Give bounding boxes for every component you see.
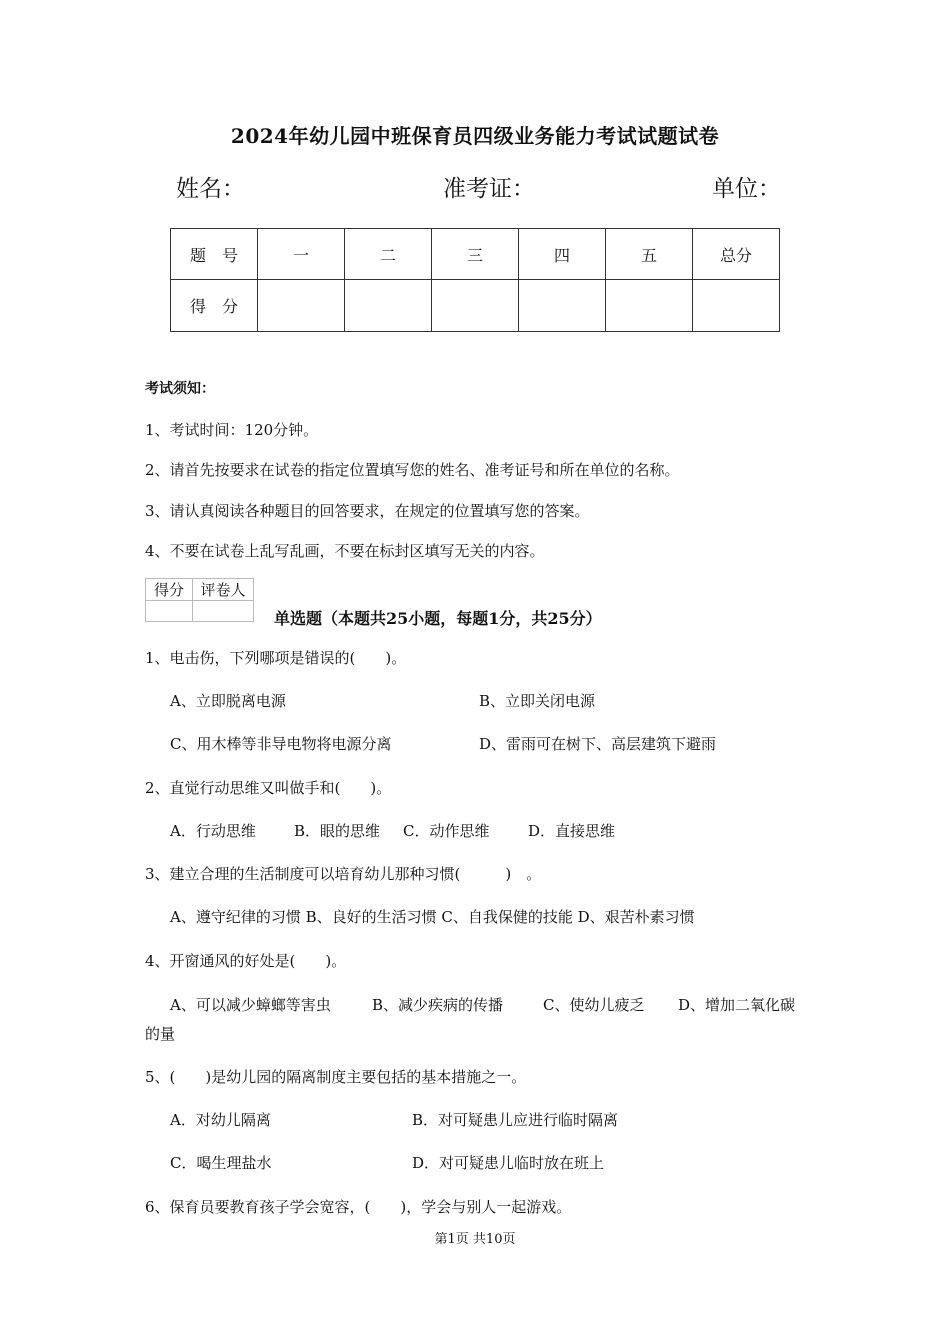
question-2-option-c: C．动作思维 — [403, 822, 490, 840]
grader-name-cell[interactable] — [193, 601, 254, 622]
question-4-stem: 4、开窗通风的好处是( )。 — [145, 952, 347, 970]
score-table-header-row — [171, 229, 780, 280]
question-2-stem: 2、直觉行动思维又叫做手和( )。 — [145, 779, 392, 797]
notice-item: 4、不要在试卷上乱写乱画，不要在标封区填写无关的内容。 — [145, 542, 545, 560]
grader-name-label: 评卷人 — [193, 579, 254, 601]
score-entry-cell[interactable] — [693, 280, 780, 332]
question-1-option-b: B、立即关闭电源 — [479, 692, 596, 710]
question-5-option-c: C．喝生理盐水 — [170, 1154, 272, 1172]
question-2-option-a: A．行动思维 — [170, 822, 256, 840]
notice-item: 1、考试时间：120分钟。 — [145, 421, 319, 439]
question-4-option-d: D、增加二氧化碳 — [678, 996, 796, 1014]
question-4-option-d-continued: 的量 — [145, 1025, 176, 1043]
score-table-cell: 题 号 — [171, 229, 258, 280]
score-entry-cell[interactable] — [432, 280, 519, 332]
score-entry-cell[interactable] — [519, 280, 606, 332]
section-title: 单选题（本题共25小题，每题1分，共25分） — [274, 609, 602, 628]
question-1-stem: 1、电击伤，下列哪项是错误的( )。 — [145, 649, 407, 667]
name-label: 姓名： — [176, 176, 245, 202]
question-4-option-a: A、可以减少蟑螂等害虫 — [170, 996, 331, 1014]
question-2-option-d: D．直接思维 — [528, 822, 616, 840]
score-table-score-row — [171, 280, 780, 332]
question-4-option-b: B、减少疾病的传播 — [372, 996, 504, 1014]
grader-score-cell[interactable] — [146, 601, 193, 622]
grader-score-label: 得分 — [146, 579, 193, 601]
score-table-cell: 二 — [345, 229, 432, 280]
question-3-options: A、遵守纪律的习惯 B、良好的生活习惯 C、自我保健的技能 D、艰苦朴素习惯 — [170, 908, 695, 926]
grader-box — [145, 578, 254, 622]
question-5-stem: 5、( )是幼儿园的隔离制度主要包括的基本措施之一。 — [145, 1068, 527, 1086]
notice-item: 3、请认真阅读各种题目的回答要求，在规定的位置填写您的答案。 — [145, 502, 590, 520]
question-1-option-d: D、雷雨可在树下、高层建筑下避雨 — [479, 735, 717, 753]
score-table-cell: 总分 — [693, 229, 780, 280]
question-1-option-a: A、立即脱离电源 — [170, 692, 286, 710]
notice-item: 2、请首先按要求在试卷的指定位置填写您的姓名、准考证号和所在单位的名称。 — [145, 461, 680, 479]
score-table-cell: 三 — [432, 229, 519, 280]
page-footer: 第1页 共10页 — [434, 1232, 516, 1247]
exam-id-label: 准考证： — [443, 176, 535, 202]
score-entry-cell[interactable] — [258, 280, 345, 332]
question-5-option-a: A．对幼儿隔离 — [170, 1111, 271, 1129]
score-entry-cell[interactable] — [606, 280, 693, 332]
question-1-option-c: C、用木棒等非导电物将电源分离 — [170, 735, 392, 753]
question-3-stem: 3、建立合理的生活制度可以培育幼儿那种习惯( ) 。 — [145, 865, 542, 883]
score-table-cell: 得 分 — [171, 280, 258, 332]
score-table-cell: 一 — [258, 229, 345, 280]
score-table — [170, 228, 780, 332]
question-5-option-b: B．对可疑患儿应进行临时隔离 — [412, 1111, 619, 1129]
score-table-cell: 五 — [606, 229, 693, 280]
question-6-stem: 6、保育员要教育孩子学会宽容，( )，学会与别人一起游戏。 — [145, 1198, 572, 1216]
question-2-option-b: B．眼的思维 — [294, 822, 381, 840]
question-5-option-d: D．对可疑患儿临时放在班上 — [412, 1154, 605, 1172]
notice-heading: 考试须知： — [145, 381, 215, 397]
unit-label: 单位： — [712, 176, 781, 202]
score-entry-cell[interactable] — [345, 280, 432, 332]
score-table-cell: 四 — [519, 229, 606, 280]
question-4-option-c: C、使幼儿疲乏 — [543, 996, 645, 1014]
exam-title: 2024年幼儿园中班保育员四级业务能力考试试题试卷 — [230, 124, 720, 148]
